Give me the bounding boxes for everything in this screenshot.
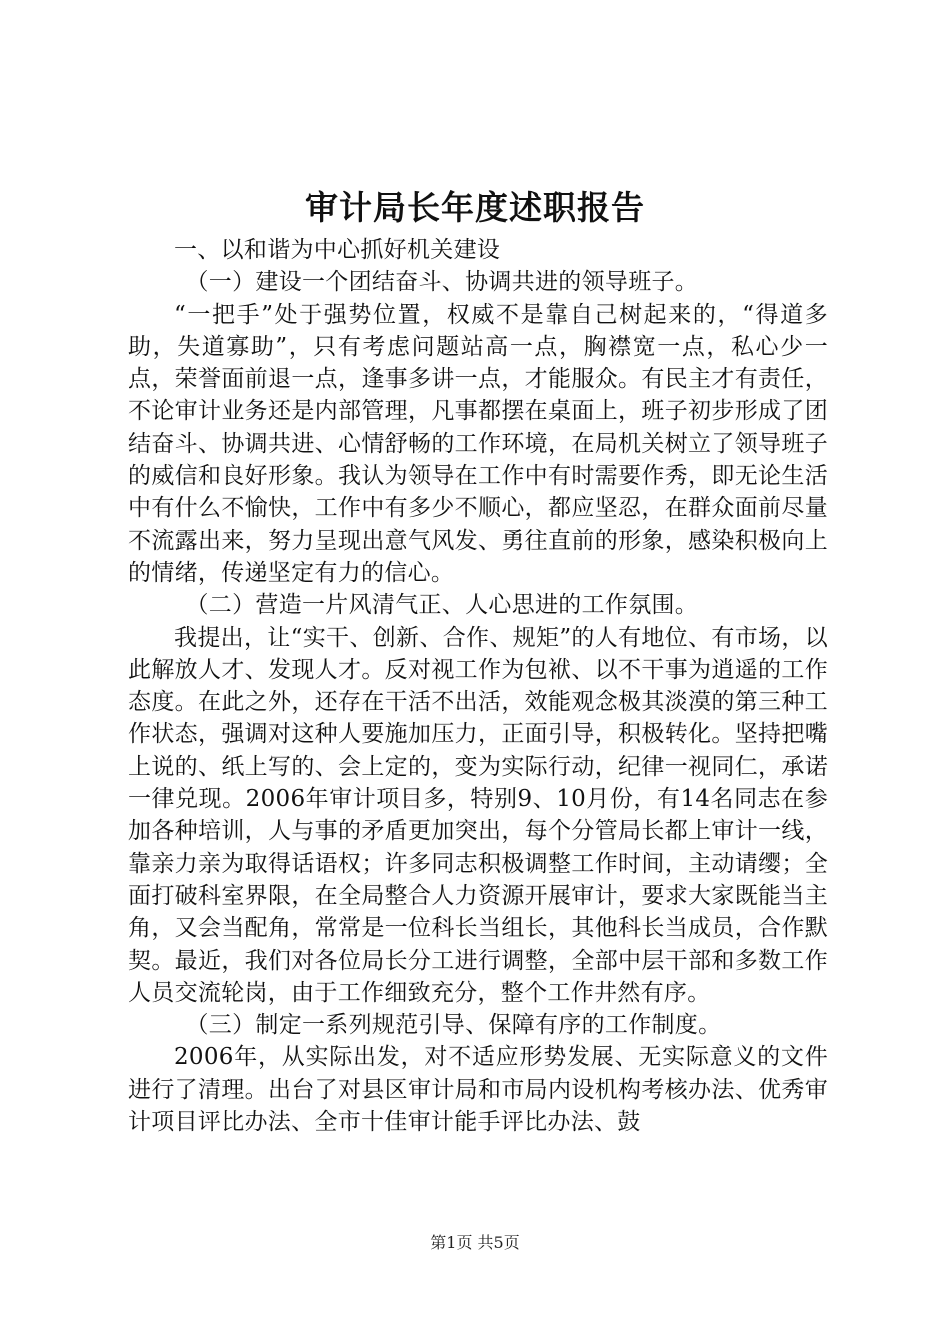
- body-paragraph: “一把手”处于强势位置，权威不是靠自己树起来的，“得道多助，失道寡助”，只有考虑问题站高一点，胸襟宽一点，私心少一点，荣誉面前退一点，逢事多讲一点，才能服众。有民主才有责任，不论审计业务还是内部管理，凡事都摆在桌面上，班子初步形成了团结奋斗、协调共进、心情舒畅的工作环境，在局机关树立了领导班子的威信和良好形象。我认为领导在工作中有时需要作秀，即无论生活中有什么不愉快，工作中有多少不顺心，都应坚忍，在群众面前尽量不流露出来，努力呈现出意气风发、勇往直前的形象，感染积极向上的情绪，传递坚定有力的信心。: [128, 301, 828, 586]
- section-heading: 一、以和谐为中心抓好机关建设: [174, 237, 501, 263]
- subsection-heading: （一）建设一个团结奋斗、协调共进的领导班子。: [185, 269, 699, 296]
- subsection-heading: （二）营造一片风清气正、人心思进的工作氛围。: [185, 592, 699, 619]
- page-footer: 第1页 共5页: [430, 1233, 520, 1252]
- subsection-heading: （三）制定一系列规范引导、保障有序的工作制度。: [185, 1012, 722, 1039]
- body-paragraph: 2006年，从实际出发，对不适应形势发展、无实际意义的文件进行了清理。出台了对县区审计局和市局内设机构考核办法、优秀审计项目评比办法、全市十佳审计能手评比办法、鼓: [128, 1044, 828, 1136]
- document-body: [128, 234, 828, 1138]
- document-title: 审计局长年度述职报告: [305, 188, 645, 227]
- body-paragraph: 我提出，让“实干、创新、合作、规矩”的人有地位、有市场，以此解放人才、发现人才。反对视工作为包袱、以不干事为逍遥的工作态度。在此之外，还存在干活不出活，效能观念极其淡漠的第三种工作状态，强调对这种人要施加压力，正面引导，积极转化。坚持把嘴上说的、纸上写的、会上定的，变为实际行动，纪律一视同仁，承诺一律兑现。2006年审计项目多，特别9、10月份，有14名同志在参加各种培训，人与事的矛盾更加突出，每个分管局长都上审计一线，靠亲力亲为取得话语权；许多同志积极调整工作时间，主动请缨；全面打破科室界限，在全局整合人力资源开展审计，要求大家既能当主角，又会当配角，常常是一位科长当组长，其他科长当成员，合作默契。最近，我们对各位局长分工进行调整，全部中层干部和多数工作人员交流轮岗，由于工作细致充分，整个工作井然有序。: [128, 624, 828, 1006]
